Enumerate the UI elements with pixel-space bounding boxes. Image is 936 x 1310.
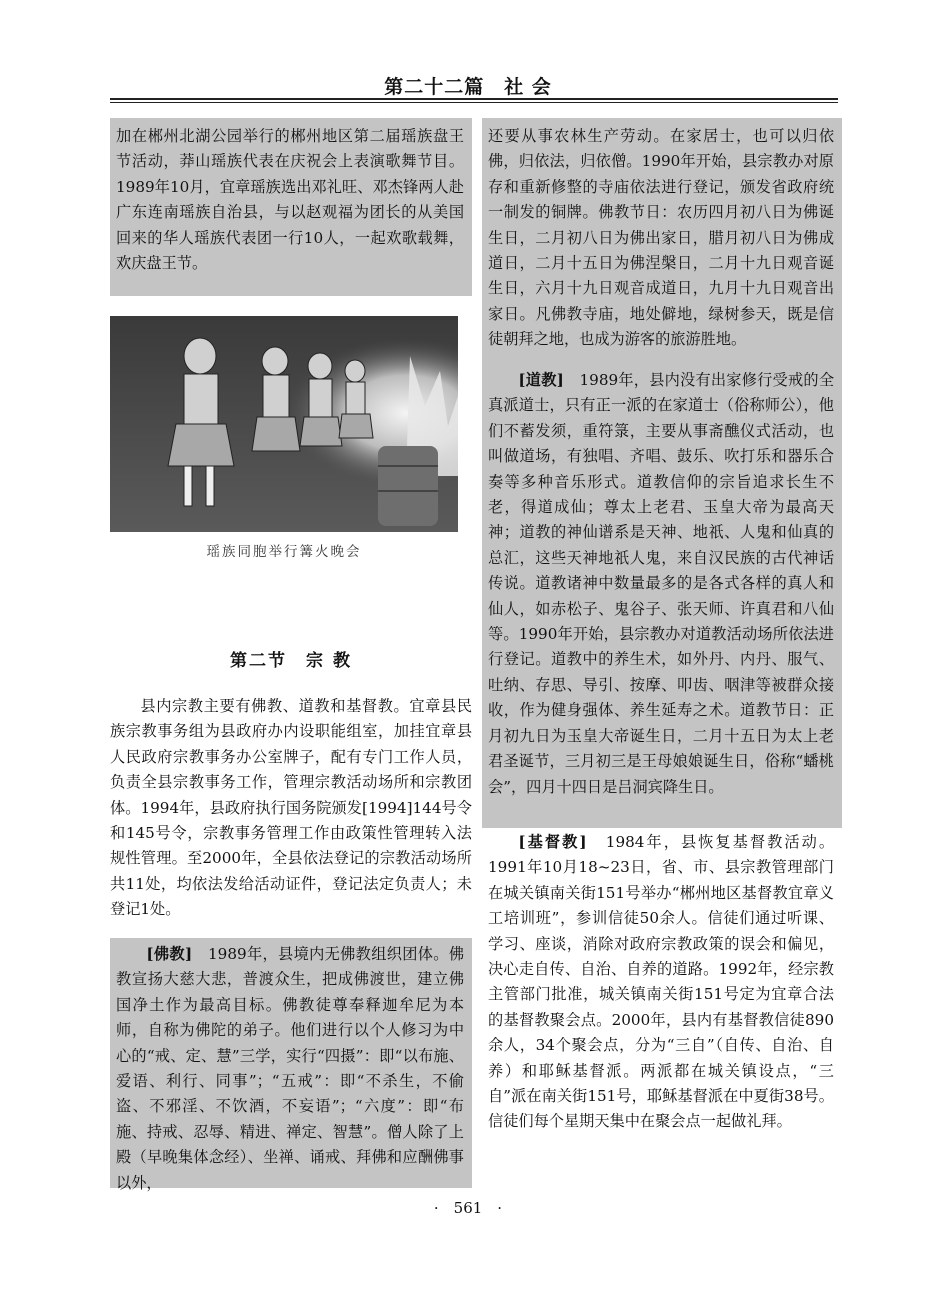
christianity-text: 1984年，县恢复基督教活动。1991年10月18~23日，省、市、县宗教管理部门在城关镇南关街151号举办“郴州地区基督教宜章义工培训班”，参训信徒50余人。信徒们通过听课、学习、座谈，消除对政府宗教政策的误会和偏见，决心走自传、自治、自养的道路。1992年，经宗教主管部门批准，城关镇南关街151号定为宜章合法的基督教聚会点。2000年，县内有基督教信徒890余人，34个聚会点，分为“三自”（自传、自治、自养）和耶稣基督派。两派都在城关镇设点，“三自”派在南关街151号，耶稣基督派在中夏街38号。信徒们每个星期天集中在聚会点一起做礼拜。: [488, 833, 835, 1131]
intro-paragraph-block: [110, 694, 472, 923]
header-rule-thin: [110, 102, 838, 103]
header-rule: [110, 98, 838, 100]
intro-paragraph: 县内宗教主要有佛教、道教和基督教。宜章县民族宗教事务组为县政府办内设职能组室，加挂宜章县人民政府宗教事务办公室牌子，配有专门工作人员，负责全县宗教事务工作，管理宗教活动场所和宗教团体。1994年，县政府执行国务院颁发[1994]144号令和145号令，宗教事务管理工作由政策性管理转入法规性管理。至2000年，全县依法登记的宗教活动场所共11处，均依法发给活动证件，登记法定负责人；未登记1处。: [110, 697, 472, 919]
taoism-block: [482, 366, 842, 828]
section-title: 第二节 宗 教: [230, 651, 352, 671]
buddhism-heading: [佛教]: [146, 945, 193, 963]
bonfire-dance-image: [110, 316, 458, 532]
taoism-heading: [道教]: [518, 371, 564, 389]
buddhism-block: [110, 938, 472, 1192]
buddhism-continued-block: [482, 118, 842, 366]
buddhism-text: 1989年，县境内无佛教组织团体。佛教宣扬大慈大悲，普渡众生，把成佛渡世，建立佛国净土作为最高目标。佛教徒尊奉释迦牟尼为本师，自称为佛陀的弟子。他们进行以个人修习为中心的“戒、定、慧”三学，实行“四摄”：即“以布施、爱语、利行、同事”；“五戒”：即“不杀生，不偷盗、不邪淫、不饮酒，不妄语”；“六度”：即“布施、持戒、忍辱、精进、禅定、智慧”。僧人除了上殿（早晚集体念经）、坐禅、诵戒、拜佛和应酬佛事以外，: [116, 945, 465, 1192]
christianity-heading: [基督教]: [518, 833, 587, 851]
christianity-block: [482, 828, 842, 1188]
page-number: · 561 ·: [433, 1199, 503, 1217]
taoism-text: 1989年，县内没有出家修行受戒的全真派道士，只有正一派的在家道士（俗称师公），他们不蓄发须，重符箓，主要从事斋醮仪式活动，也叫做道场，有独唱、齐唱、鼓乐、吹打乐和器乐合奏等多种音乐形式。道教信仰的宗旨追求长生不老，得道成仙；尊太上老君、玉皇大帝为最高天神；道教的神仙谱系是天神、地祇、人鬼和仙真的总汇，这些天神地祇人鬼，来自汉民族的古代神话传说。道教诸神中数量最多的是各式各样的真人和仙人，如赤松子、鬼谷子、张天师、许真君和八仙等。1990年开始，县宗教办对道教活动场所依法进行登记。道教中的养生术，如外丹、内丹、服气、吐纳、存思、导引、按摩、叩齿、咽津等被群众接收，作为健身强体、养生延寿之术。道教节日：正月初九日为玉皇大帝诞生日，二月十五日为太上老君圣诞节，三月初三是王母娘娘诞生日，俗称“蟠桃会”，四月十四日是吕洞宾降生日。: [488, 371, 835, 796]
bonfire-photo: [110, 316, 458, 532]
buddhism-continued-text: 还要从事农林生产劳动。在家居士，也可以归依佛，归依法，归依僧。1990年开始，县宗教办对原存和重新修整的寺庙依法进行登记，颁发省政府统一制发的铜牌。佛教节日：农历四月初八日为佛诞生日，二月初八日为佛出家日，腊月初八日为佛成道日，二月十五日为佛涅槃日，二月十九日观音诞生日，六月十九日观音成道日，九月十九日观音出家日。凡佛教寺庙，地处僻地，绿树参天，既是信徒朝拜之地，也成为游客的旅游胜地。: [488, 127, 834, 349]
running-header: 第二十二篇 社 会: [384, 76, 552, 98]
photo-caption: 瑶族同胞举行篝火晚会: [206, 544, 362, 560]
top-left-paragraph: 加在郴州北湖公园举行的郴州地区第二届瑶族盘王节活动，莽山瑶族代表在庆祝会上表演歌舞节目。1989年10月，宜章瑶族选出邓礼旺、邓杰锋两人赴广东连南瑶族自治县，与以赵观福为团长的从美国回来的华人瑶族代表团一行10人，一起欢歌载舞，欢庆盘王节。: [116, 127, 464, 273]
top-left-paragraph-block: [110, 118, 472, 296]
